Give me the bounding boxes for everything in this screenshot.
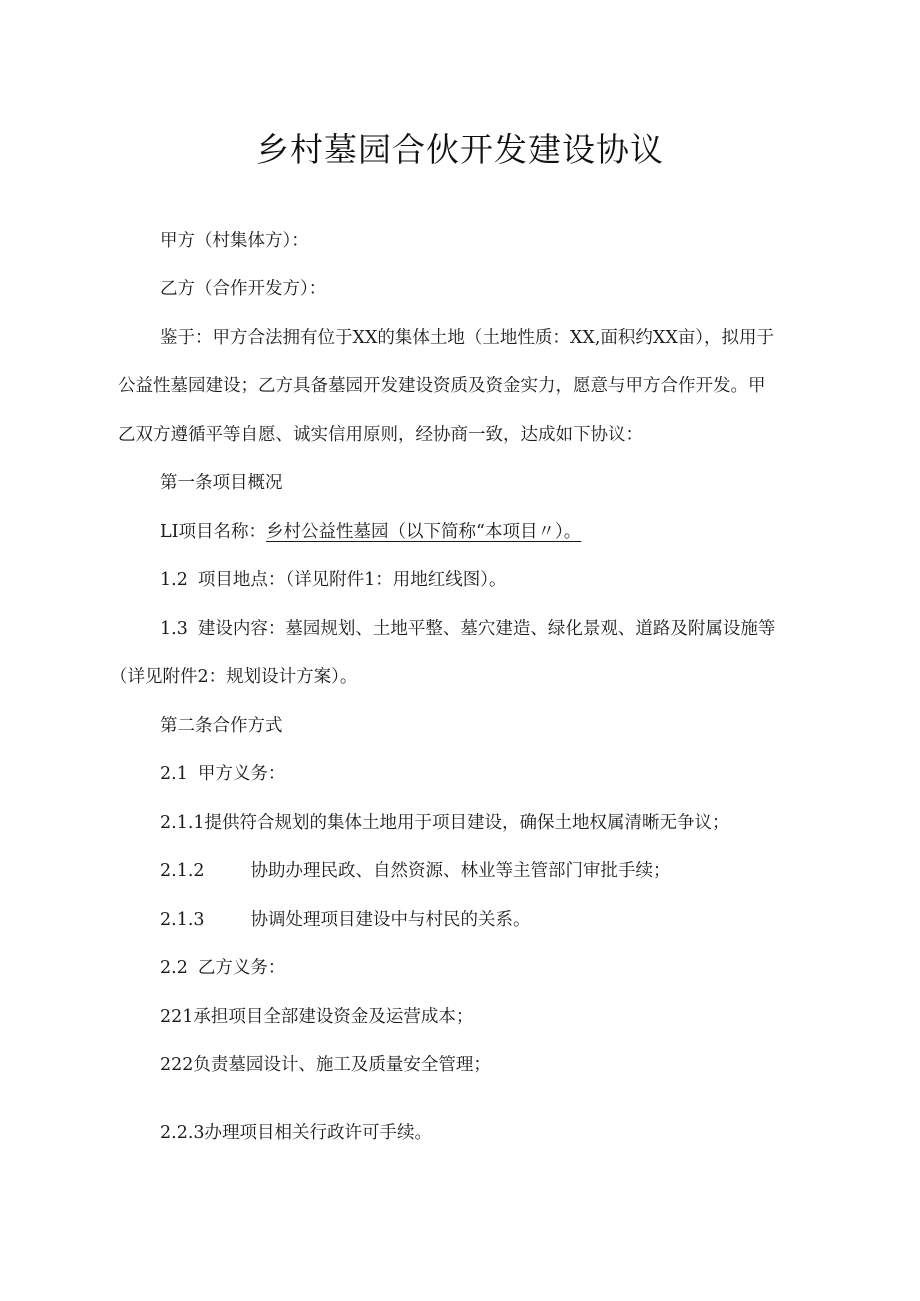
clause-1-1 [160, 520, 581, 544]
clause-2-1-2-text: 协助办理民政、自然资源、林业等主管部门审批手续； [250, 861, 671, 881]
whereas-line-3: 乙双方遵循平等自愿、诚实信用原则，经协商一致，达成如下协议： [118, 425, 643, 445]
clause-2-1-2-number: 2.1.2 [160, 861, 205, 881]
article-2-heading: 第二条合作方式 [160, 716, 283, 736]
clause-2-2-number: 2.2 [160, 958, 188, 978]
clause-1-2-number: 1.2 [160, 570, 188, 590]
clause-2-2-3: 2.2.3办理项目相关行政许可手续。 [160, 1123, 433, 1143]
document-title: 乡村墓园合伙开发建设协议 [256, 130, 664, 169]
clause-2-2 [160, 956, 285, 980]
clause-2-2-2: 222负责墓园设计、施工及质量安全管理； [160, 1055, 491, 1075]
clause-2-1-2 [160, 859, 671, 883]
clause-1-3-number: 1.3 [160, 619, 188, 639]
article-1-heading: 第一条项目概况 [160, 473, 283, 493]
whereas-line-1: 鉴于：甲方合法拥有位于XX的集体土地（土地性质：XX,面积约XX亩），拟用于 [160, 328, 775, 348]
clause-2-1-3-text: 协调处理项目建设中与村民的关系。 [250, 910, 531, 930]
party-a-line: 甲方（村集体方）： [160, 231, 309, 251]
clause-1-2-text: 项目地点：（详见附件1：用地红线图）。 [197, 570, 507, 590]
project-name-underlined: 乡村公益性墓园（以下简称“本项目〃）。 [266, 522, 582, 542]
clause-1-3-continuation: （详见附件2：规划设计方案）。 [110, 667, 358, 687]
clause-2-1-number: 2.1 [160, 764, 188, 784]
clause-2-1-3 [160, 908, 531, 932]
whereas-line-2: 公益性墓园建设；乙方具备墓园开发建设资质及资金实力，愿意与甲方合作开发。甲 [118, 376, 766, 396]
clause-2-2-text: 乙方义务： [197, 958, 286, 978]
clause-1-1-prefix: LI项目名称： [160, 522, 267, 542]
clause-1-2 [160, 568, 506, 592]
clause-1-3-text: 建设内容：墓园规划、土地平整、墓穴建造、绿化景观、道路及附属设施等 [197, 619, 776, 639]
clause-1-3 [160, 617, 775, 641]
clause-2-1-3-number: 2.1.3 [160, 910, 205, 930]
clause-2-2-1: 221承担项目全部建设资金及运营成本； [160, 1007, 474, 1027]
clause-2-1-1: 2.1.1提供符合规划的集体土地用于项目建设，确保土地权属清晰无争议； [160, 813, 730, 833]
party-b-line: 乙方（合作开发方）： [160, 279, 327, 299]
clause-2-1-text: 甲方义务： [197, 764, 286, 784]
clause-2-1 [160, 762, 285, 786]
